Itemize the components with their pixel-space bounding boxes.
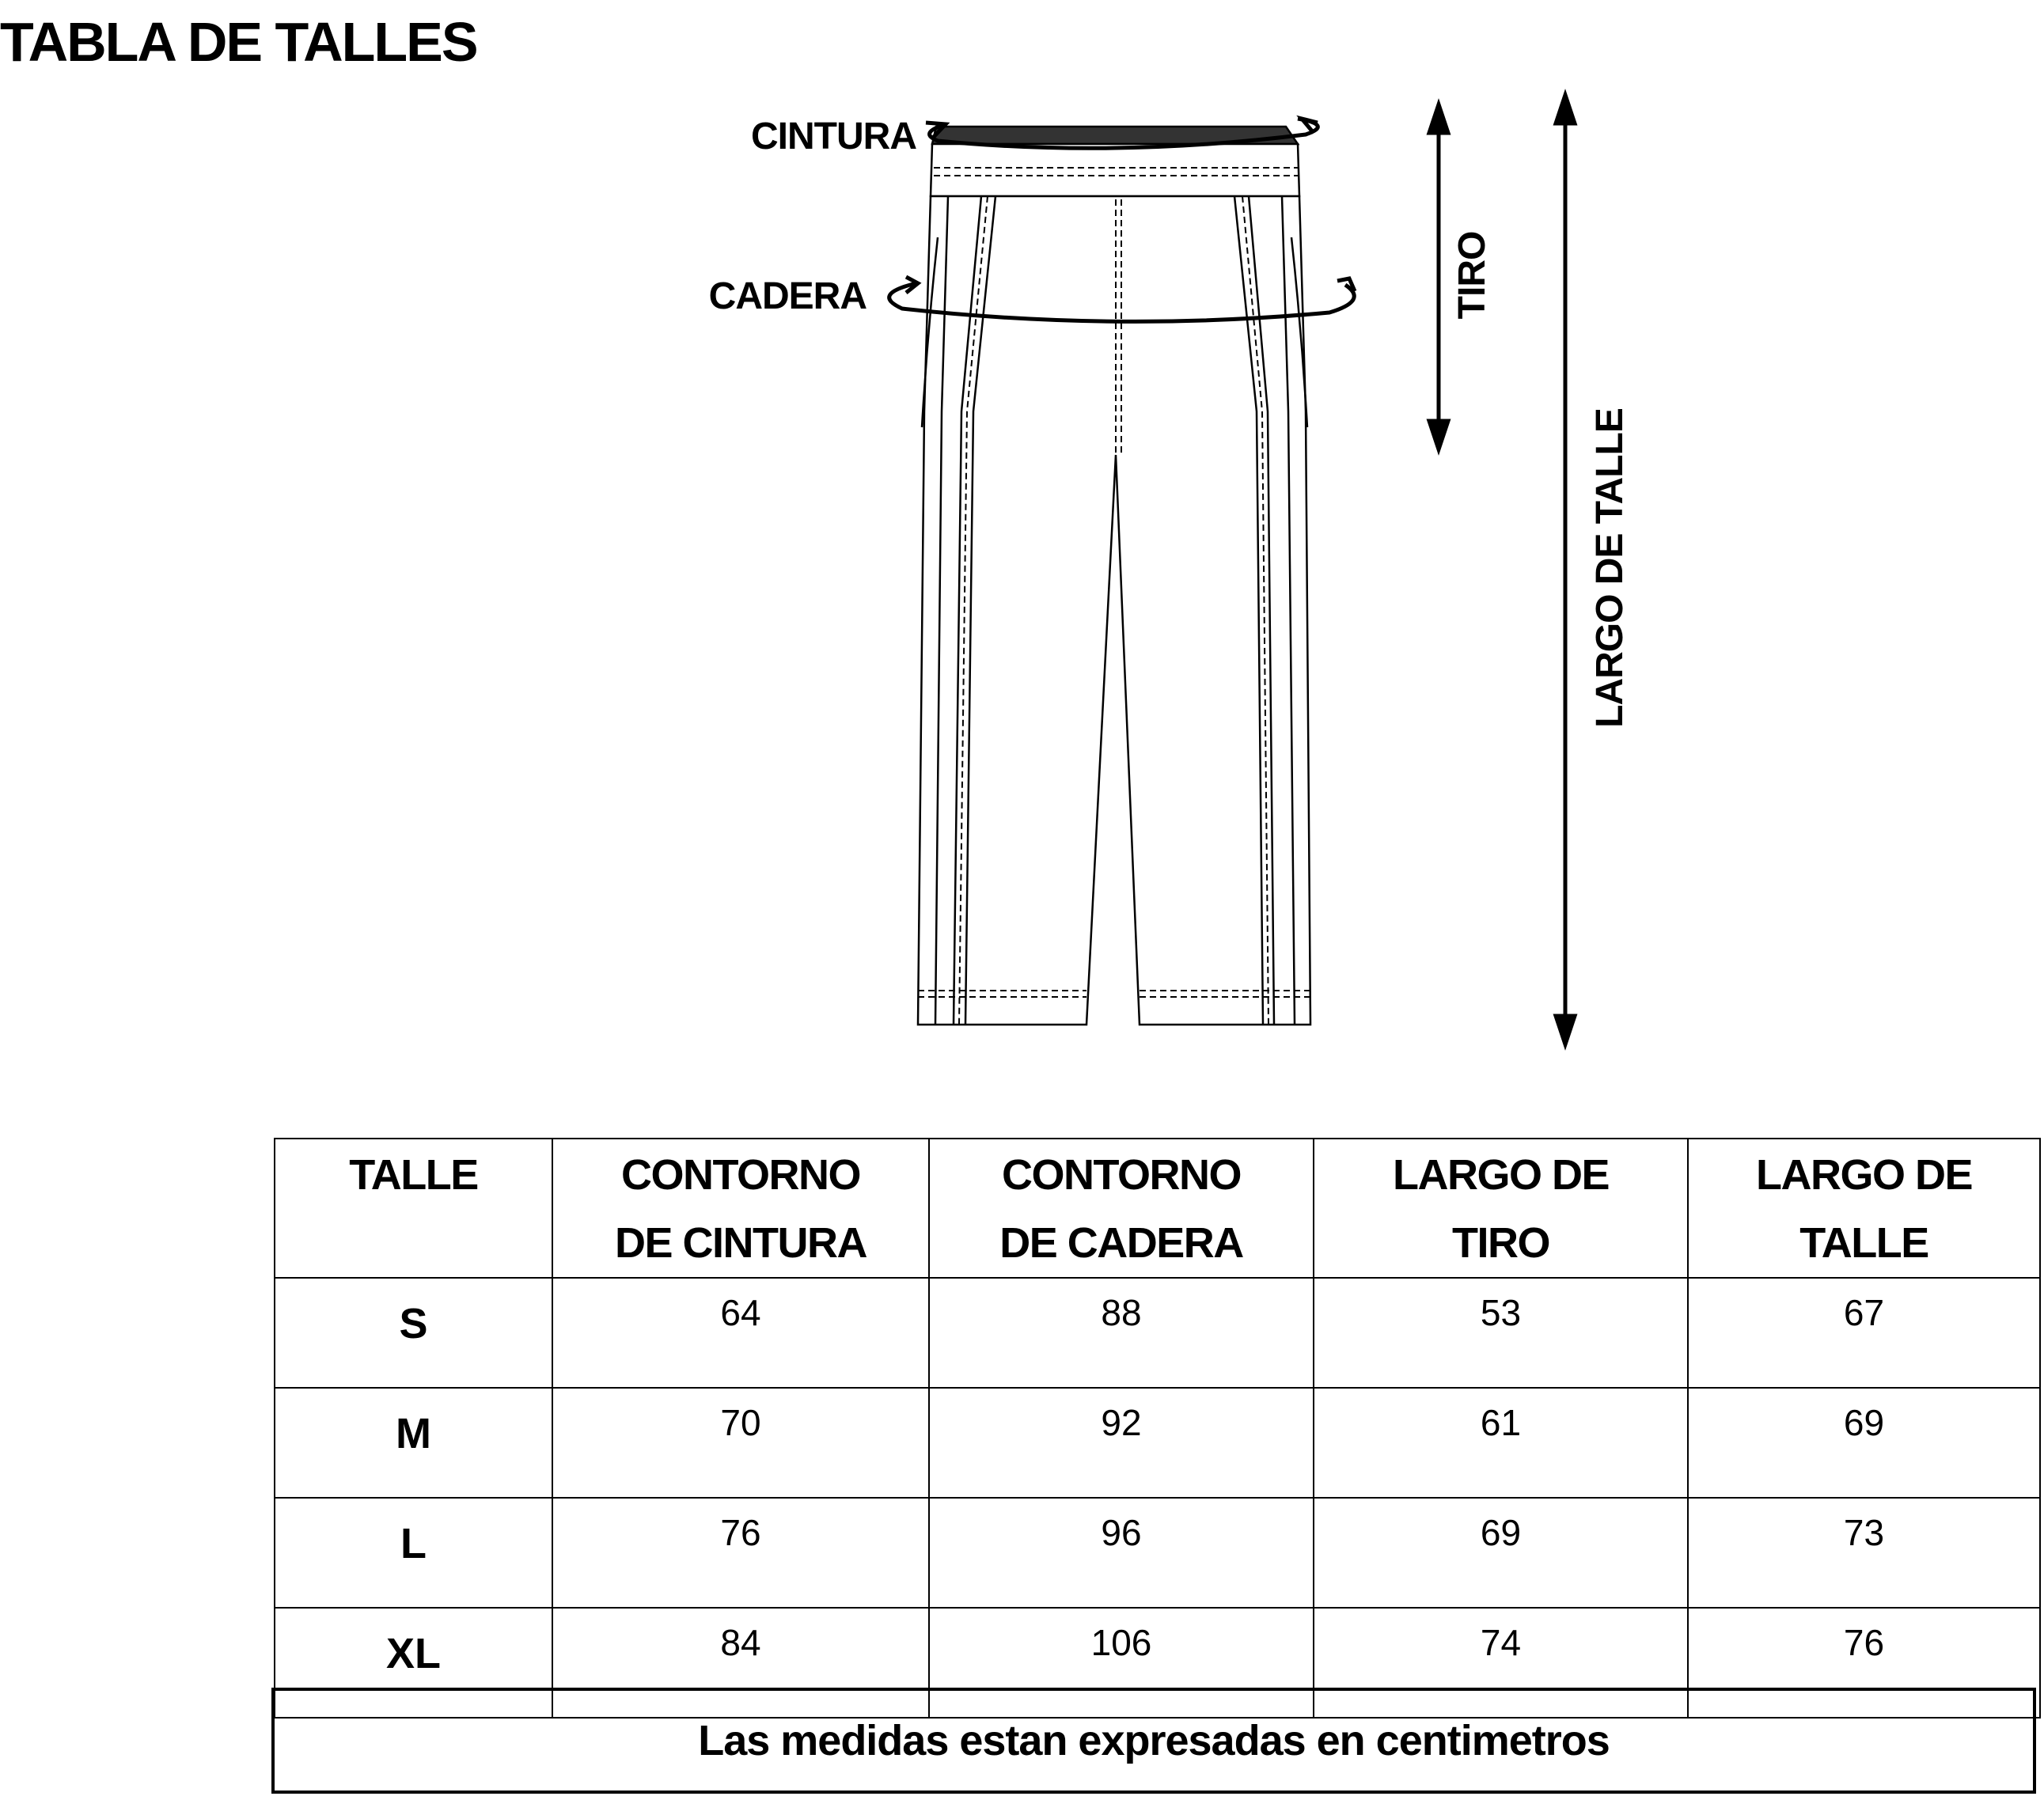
label-cintura: CINTURA xyxy=(751,116,916,157)
largo-cell: 73 xyxy=(1688,1498,2040,1608)
cadera-cell: 92 xyxy=(929,1388,1314,1498)
tiro-cell: 61 xyxy=(1314,1388,1688,1498)
page-title: TABLA DE TALLES xyxy=(0,11,477,73)
tiro-cell: 69 xyxy=(1314,1498,1688,1608)
tiro-cell: 53 xyxy=(1314,1278,1688,1388)
label-largo-talle: LARGO DE TALLE xyxy=(1589,408,1631,728)
largo-cell: 76 xyxy=(1688,1608,2040,1718)
cintura-cell: 76 xyxy=(552,1498,929,1608)
header-largo-tiro: LARGO DE TIRO xyxy=(1314,1139,1688,1278)
cadera-cell: 88 xyxy=(929,1278,1314,1388)
label-cadera: CADERA xyxy=(708,275,867,317)
largo-cell: 67 xyxy=(1688,1278,2040,1388)
cintura-cell: 64 xyxy=(552,1278,929,1388)
table-header-row xyxy=(275,1139,2040,1278)
tiro-cell: 74 xyxy=(1314,1608,1688,1718)
cintura-cell: 84 xyxy=(552,1608,929,1718)
size-chart-table xyxy=(274,1138,2041,1719)
header-contorno-cadera: CONTORNO DE CADERA xyxy=(929,1139,1314,1278)
pants-illustration xyxy=(918,127,1310,1025)
units-note: Las medidas estan expresadas en centimetros xyxy=(271,1688,2036,1794)
size-cell: M xyxy=(275,1388,552,1498)
cadera-cell: 96 xyxy=(929,1498,1314,1608)
label-tiro: TIRO xyxy=(1451,231,1493,320)
largo-talle-arrow xyxy=(1556,95,1575,1044)
cintura-cell: 70 xyxy=(552,1388,929,1498)
size-cell: XL xyxy=(275,1608,552,1718)
size-cell: L xyxy=(275,1498,552,1608)
header-talle: TALLE xyxy=(275,1139,552,1278)
size-cell: S xyxy=(275,1278,552,1388)
tiro-arrow xyxy=(1429,104,1448,449)
largo-cell: 69 xyxy=(1688,1388,2040,1498)
table-row xyxy=(275,1278,2040,1388)
table-row xyxy=(275,1498,2040,1608)
table-row xyxy=(275,1388,2040,1498)
header-largo-talle: LARGO DE TALLE xyxy=(1688,1139,2040,1278)
header-contorno-cintura: CONTORNO DE CINTURA xyxy=(552,1139,929,1278)
cadera-cell: 106 xyxy=(929,1608,1314,1718)
